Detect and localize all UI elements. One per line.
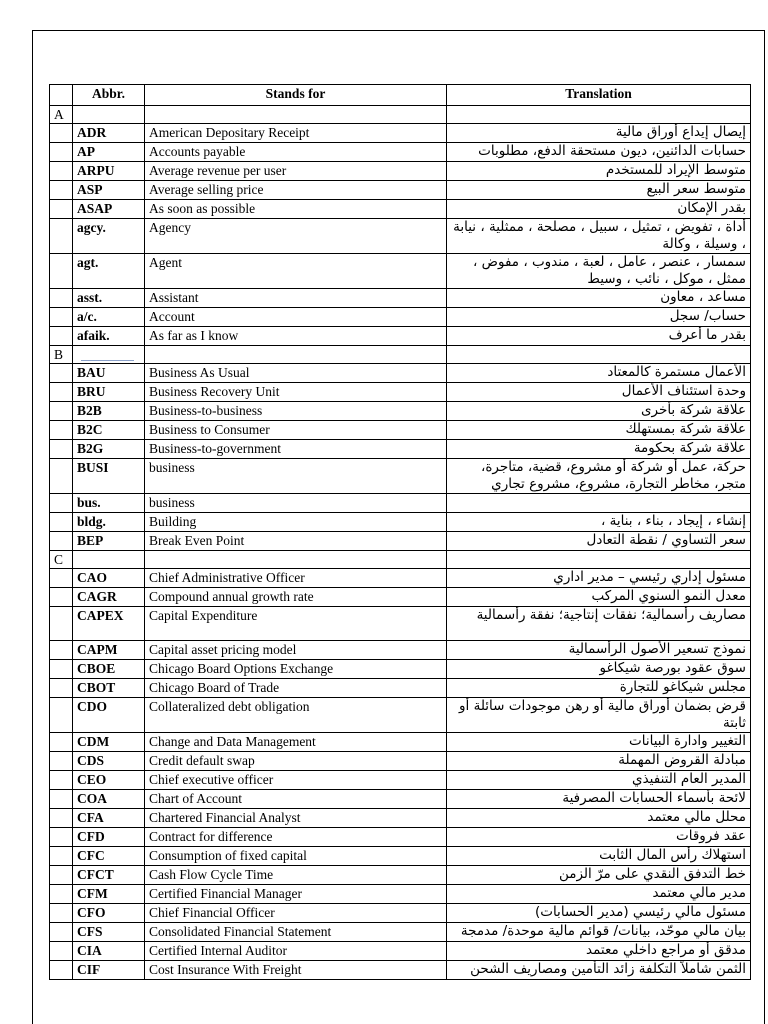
empty-cell — [50, 588, 73, 607]
table-row — [50, 143, 751, 162]
stands-for-cell: Assistant — [145, 289, 447, 308]
stands-for-cell: Chief executive officer — [145, 771, 447, 790]
stands-for-cell: Building — [145, 513, 447, 532]
translation-cell: متوسط سعر البيع — [447, 181, 751, 200]
empty-cell — [447, 346, 751, 364]
empty-cell — [447, 551, 751, 569]
table-row — [50, 828, 751, 847]
empty-cell — [50, 790, 73, 809]
stands-for-cell: Certified Internal Auditor — [145, 942, 447, 961]
abbr-cell: asst. — [73, 289, 145, 308]
translation-cell: مدير مالي معتمد — [447, 885, 751, 904]
empty-cell — [50, 923, 73, 942]
section-letter: A — [50, 106, 73, 124]
empty-cell — [145, 346, 447, 364]
table-row — [50, 421, 751, 440]
translation-cell: إنشاء ، إيجاد ، بناء ، بناية ، — [447, 513, 751, 532]
table-row — [50, 790, 751, 809]
empty-cell — [50, 752, 73, 771]
stands-for-cell: Compound annual growth rate — [145, 588, 447, 607]
abbr-cell: a/c. — [73, 308, 145, 327]
empty-cell — [145, 551, 447, 569]
translation-cell: الأعمال مستمرة كالمعتاد — [447, 364, 751, 383]
abbr-cell: BRU — [73, 383, 145, 402]
table-row — [50, 641, 751, 660]
empty-cell — [50, 143, 73, 162]
abbr-cell: CFA — [73, 809, 145, 828]
abbr-cell: BUSI — [73, 459, 145, 494]
empty-cell — [50, 698, 73, 733]
table-row — [50, 327, 751, 346]
abbr-cell: afaik. — [73, 327, 145, 346]
translation-cell: الثمن شاملاً التكلفة زائد التأمين ومصاريف الشحن — [447, 961, 751, 980]
stands-for-cell: Chartered Financial Analyst — [145, 809, 447, 828]
abbr-cell: COA — [73, 790, 145, 809]
translation-cell: وحدة استئناف الأعمال — [447, 383, 751, 402]
stands-for-cell: Business Recovery Unit — [145, 383, 447, 402]
stands-for-cell: Consumption of fixed capital — [145, 847, 447, 866]
abbr-cell: ARPU — [73, 162, 145, 181]
table-row — [50, 181, 751, 200]
abbr-cell: CAO — [73, 569, 145, 588]
abbr-cell: CFM — [73, 885, 145, 904]
abbr-cell: BEP — [73, 532, 145, 551]
table-row — [50, 289, 751, 308]
translation-cell: مجلس شيكاغو للتجارة — [447, 679, 751, 698]
table-body — [50, 106, 751, 980]
table-row — [50, 733, 751, 752]
table-row — [50, 459, 751, 494]
translation-cell: حركة، عمل أو شركة أو مشروع، قضية، متاجرة، متجر، مخاطر التجارة، مشروع، مشروع تجاري — [447, 459, 751, 494]
table-row — [50, 569, 751, 588]
stands-for-cell: Average selling price — [145, 181, 447, 200]
stands-for-cell: Certified Financial Manager — [145, 885, 447, 904]
section-letter: B — [50, 346, 73, 364]
empty-cell — [50, 308, 73, 327]
empty-cell — [447, 106, 751, 124]
empty-cell — [50, 364, 73, 383]
stands-for-cell: Contract for difference — [145, 828, 447, 847]
abbr-cell: agcy. — [73, 219, 145, 254]
stands-for-cell: Chief Administrative Officer — [145, 569, 447, 588]
stands-for-cell: Credit default swap — [145, 752, 447, 771]
abbr-cell: CFO — [73, 904, 145, 923]
translation-cell: المدير العام التنفيذي — [447, 771, 751, 790]
section-letter: C — [50, 551, 73, 569]
header-stands-for: Stands for — [145, 85, 447, 106]
empty-cell — [50, 254, 73, 289]
translation-cell: سمسار ، عنصر ، عامل ، لعبة ، مندوب ، مفوض ، ممثل ، موكل ، نائب ، وسيط — [447, 254, 751, 289]
empty-cell — [50, 660, 73, 679]
translation-cell: استهلاك رأس المال الثابت — [447, 847, 751, 866]
translation-cell: مسئول إداري رئيسي – مدير اداري — [447, 569, 751, 588]
empty-cell — [50, 885, 73, 904]
abbr-cell: bldg. — [73, 513, 145, 532]
empty-cell — [50, 904, 73, 923]
empty-cell — [50, 961, 73, 980]
translation-cell: مساعد ، معاون — [447, 289, 751, 308]
translation-cell: متوسط الإيراد للمستخدم — [447, 162, 751, 181]
empty-cell — [50, 809, 73, 828]
empty-cell — [50, 513, 73, 532]
translation-cell: بقدر الإمكان — [447, 200, 751, 219]
translation-cell: مبادلة القروض المهملة — [447, 752, 751, 771]
stands-for-cell: Chicago Board of Trade — [145, 679, 447, 698]
table-row — [50, 607, 751, 641]
section-row — [50, 346, 751, 364]
table-row — [50, 961, 751, 980]
abbr-cell: CEO — [73, 771, 145, 790]
translation-cell: أداة ، تفويض ، تمثيل ، سبيل ، مصلحة ، ممثلية ، نيابة ، وسيلة ، وكالة — [447, 219, 751, 254]
stands-for-cell: business — [145, 494, 447, 513]
translation-cell: مصاريف رأسمالية؛ نفقات إنتاجية؛ نفقة رأسمالية — [447, 607, 751, 641]
abbr-cell: CBOE — [73, 660, 145, 679]
stands-for-cell: Business As Usual — [145, 364, 447, 383]
abbr-cell: B2G — [73, 440, 145, 459]
empty-cell — [50, 181, 73, 200]
underline-mark — [81, 360, 134, 361]
translation-cell: عقد فروقات — [447, 828, 751, 847]
table-row — [50, 254, 751, 289]
translation-cell: محلل مالي معتمد — [447, 809, 751, 828]
stands-for-cell: Agency — [145, 219, 447, 254]
stands-for-cell: Account — [145, 308, 447, 327]
abbr-cell: CAGR — [73, 588, 145, 607]
abbr-cell: agt. — [73, 254, 145, 289]
stands-for-cell: Cost Insurance With Freight — [145, 961, 447, 980]
empty-cell — [145, 106, 447, 124]
table-row — [50, 679, 751, 698]
stands-for-cell: Break Even Point — [145, 532, 447, 551]
abbr-cell: bus. — [73, 494, 145, 513]
empty-cell — [50, 124, 73, 143]
empty-cell — [50, 828, 73, 847]
stands-for-cell: Capital Expenditure — [145, 607, 447, 641]
stands-for-cell: Agent — [145, 254, 447, 289]
abbr-cell: CIA — [73, 942, 145, 961]
translation-cell: سوق عقود بورصة شيكاغو — [447, 660, 751, 679]
table-row — [50, 200, 751, 219]
translation-cell: بقدر ما أعرف — [447, 327, 751, 346]
empty-cell — [50, 459, 73, 494]
empty-cell — [50, 641, 73, 660]
empty-cell — [50, 679, 73, 698]
empty-cell — [50, 402, 73, 421]
empty-cell — [50, 866, 73, 885]
table-row — [50, 308, 751, 327]
table-row — [50, 402, 751, 421]
abbr-cell: CIF — [73, 961, 145, 980]
empty-cell — [50, 289, 73, 308]
empty-cell — [50, 847, 73, 866]
empty-cell — [50, 440, 73, 459]
translation-cell — [447, 494, 751, 513]
table-row — [50, 866, 751, 885]
translation-cell: علاقة شركة بحكومة — [447, 440, 751, 459]
abbr-cell: CAPEX — [73, 607, 145, 641]
abbr-cell: ASP — [73, 181, 145, 200]
translation-cell: قرض بضمان أوراق مالية أو رهن موجودات سائلة أو ثابتة — [447, 698, 751, 733]
empty-cell — [73, 551, 145, 569]
empty-cell — [50, 162, 73, 181]
translation-cell: بيان مالي موحّد، بيانات/ قوائم مالية موحدة/ مدمجة — [447, 923, 751, 942]
stands-for-cell: Average revenue per user — [145, 162, 447, 181]
abbr-cell: B2C — [73, 421, 145, 440]
table-row — [50, 364, 751, 383]
table-row — [50, 532, 751, 551]
table-row — [50, 771, 751, 790]
empty-cell — [50, 219, 73, 254]
empty-cell — [50, 607, 73, 641]
abbr-cell: CBOT — [73, 679, 145, 698]
header-letter — [50, 85, 73, 106]
empty-cell — [50, 421, 73, 440]
stands-for-cell: Business to Consumer — [145, 421, 447, 440]
table-row — [50, 752, 751, 771]
abbr-cell: ADR — [73, 124, 145, 143]
table-row — [50, 847, 751, 866]
translation-cell: إيصال إيداع أوراق مالية — [447, 124, 751, 143]
empty-cell — [73, 346, 145, 364]
empty-cell — [50, 327, 73, 346]
table-row — [50, 219, 751, 254]
abbr-cell: CFCT — [73, 866, 145, 885]
abbr-cell: CFD — [73, 828, 145, 847]
abbr-cell: CFC — [73, 847, 145, 866]
empty-cell — [50, 733, 73, 752]
translation-cell: مسئول مالي رئيسي (مدير الحسابات) — [447, 904, 751, 923]
table-row — [50, 660, 751, 679]
empty-cell — [50, 942, 73, 961]
abbr-cell: CDS — [73, 752, 145, 771]
translation-cell: مدقق أو مراجع داخلي معتمد — [447, 942, 751, 961]
stands-for-cell: Chart of Account — [145, 790, 447, 809]
translation-cell: حسابات الدائنين، ديون مستحقة الدفع، مطلوبات — [447, 143, 751, 162]
translation-cell: حساب/ سجل — [447, 308, 751, 327]
stands-for-cell: Chief Financial Officer — [145, 904, 447, 923]
abbreviation-table — [49, 84, 751, 980]
abbr-cell: ASAP — [73, 200, 145, 219]
empty-cell — [50, 494, 73, 513]
stands-for-cell: As soon as possible — [145, 200, 447, 219]
stands-for-cell: Business-to-government — [145, 440, 447, 459]
abbr-cell: AP — [73, 143, 145, 162]
table-row — [50, 809, 751, 828]
table-row — [50, 698, 751, 733]
stands-for-cell: Chicago Board Options Exchange — [145, 660, 447, 679]
translation-cell: سعر التساوي / نقطة التعادل — [447, 532, 751, 551]
table-row — [50, 494, 751, 513]
translation-cell: خط التدفق النقدي على مرّ الزمن — [447, 866, 751, 885]
stands-for-cell: Consolidated Financial Statement — [145, 923, 447, 942]
table-row — [50, 904, 751, 923]
stands-for-cell: business — [145, 459, 447, 494]
translation-cell: علاقة شركة بأخرى — [447, 402, 751, 421]
translation-cell: لائحة بأسماء الحسابات المصرفية — [447, 790, 751, 809]
table-header-row — [50, 85, 751, 106]
abbr-cell: BAU — [73, 364, 145, 383]
abbr-cell: CFS — [73, 923, 145, 942]
table-row — [50, 942, 751, 961]
stands-for-cell: Capital asset pricing model — [145, 641, 447, 660]
abbr-cell: CDM — [73, 733, 145, 752]
stands-for-cell: As far as I know — [145, 327, 447, 346]
stands-for-cell: Change and Data Management — [145, 733, 447, 752]
header-abbr: Abbr. — [73, 85, 145, 106]
stands-for-cell: Collateralized debt obligation — [145, 698, 447, 733]
translation-cell: التغيير وادارة البيانات — [447, 733, 751, 752]
translation-cell: نموذج تسعير الأصول الرأسمالية — [447, 641, 751, 660]
translation-cell: معدل النمو السنوي المركب — [447, 588, 751, 607]
abbr-cell: CDO — [73, 698, 145, 733]
empty-cell — [73, 106, 145, 124]
translation-cell: علاقة شركة بمستهلك — [447, 421, 751, 440]
empty-cell — [50, 383, 73, 402]
table-row — [50, 162, 751, 181]
header-translation: Translation — [447, 85, 751, 106]
table-row — [50, 440, 751, 459]
table-row — [50, 923, 751, 942]
table-row — [50, 383, 751, 402]
abbr-cell: B2B — [73, 402, 145, 421]
table-row — [50, 124, 751, 143]
abbr-cell: CAPM — [73, 641, 145, 660]
table-row — [50, 513, 751, 532]
section-row — [50, 106, 751, 124]
empty-cell — [50, 200, 73, 219]
table-row — [50, 588, 751, 607]
empty-cell — [50, 532, 73, 551]
section-row — [50, 551, 751, 569]
empty-cell — [50, 771, 73, 790]
empty-cell — [50, 569, 73, 588]
stands-for-cell: Business-to-business — [145, 402, 447, 421]
stands-for-cell: Cash Flow Cycle Time — [145, 866, 447, 885]
stands-for-cell: Accounts payable — [145, 143, 447, 162]
stands-for-cell: American Depositary Receipt — [145, 124, 447, 143]
table-row — [50, 885, 751, 904]
